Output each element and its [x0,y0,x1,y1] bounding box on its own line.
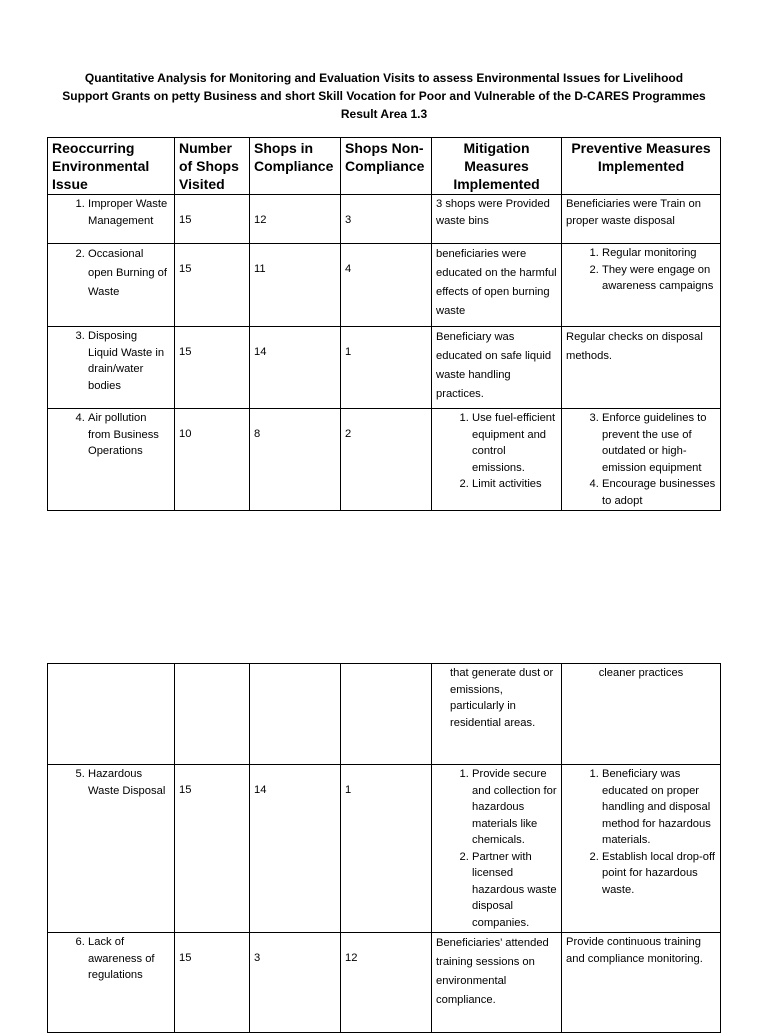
noncompliance-cell: 2 [341,409,432,511]
visited-cell: 15 [175,244,250,327]
noncompliance-cell: 1 [341,765,432,933]
header-mitigation: Mitigation Measures Implemented [432,138,562,195]
compliance-cell: 8 [250,409,341,511]
mitigation-cell: beneficiaries were educated on the harmful effects of open burning waste [432,244,562,327]
issue-cell: 3. Disposing Liquid Waste in drain/water bodies [88,328,170,394]
noncompliance-cell: 12 [341,933,432,1033]
title-line-3: Result Area 1.3 [340,107,428,121]
preventive-item: 3. Enforce guidelines to prevent the use of outdated or high-emission equipment [602,410,716,476]
compliance-cell: 14 [250,327,341,409]
table-row [48,765,721,933]
preventive-cell [562,409,721,511]
mitigation-item: 2. Partner with licensed hazardous waste disposal companies. [472,849,557,932]
table-header-row [48,138,721,195]
title-line-1: Quantitative Analysis for Monitoring and Evaluation Visits to assess Environmental Issues for Livelihood [84,71,684,85]
mitigation-cell: Beneficiary was educated on safe liquid waste handling practices. [432,327,562,409]
mitigation-cell: that generate dust or emissions, particularly in residential areas. [432,664,562,765]
mitigation-cell: 3 shops were Provided waste bins [432,195,562,244]
preventive-cell: Beneficiaries were Train on proper waste disposal [562,195,721,244]
visited-cell: 15 [175,765,250,933]
mitigation-cell [432,765,562,933]
issue-cell: 1. Improper Waste Management [88,196,170,229]
noncompliance-cell: 3 [341,195,432,244]
header-visited: Number of Shops Visited [175,138,250,195]
header-preventive: Preventive Measures Implemented [562,138,721,195]
mitigation-cell [432,409,562,511]
environmental-issues-table [47,137,721,511]
compliance-cell: 11 [250,244,341,327]
visited-cell [175,664,250,765]
header-compliance: Shops in Compliance [250,138,341,195]
header-issue: Reoccurring Environmental Issue [48,138,175,195]
issue-cell: 5. Hazardous Waste Disposal [88,766,170,799]
preventive-cell: Provide continuous training and compliance monitoring. [562,933,721,1033]
preventive-item: 2. They were engage on awareness campaigns [602,262,716,295]
mitigation-item: 1. Provide secure and collection for hazardous materials like chemicals. [472,766,557,849]
issue-cell: 4. Air pollution from Business Operations [88,410,170,460]
table-row [48,244,721,327]
issue-cell [48,664,175,765]
table-row [48,664,721,765]
table-row [48,327,721,409]
visited-cell: 10 [175,409,250,511]
table-row [48,933,721,1033]
noncompliance-cell: 1 [341,327,432,409]
preventive-item: 1. Regular monitoring [602,245,716,262]
mitigation-cell: Beneficiaries’ attended training sessions on environmental compliance. [432,933,562,1033]
visited-cell: 15 [175,195,250,244]
preventive-cell [562,244,721,327]
table-row [48,409,721,511]
noncompliance-cell: 4 [341,244,432,327]
compliance-cell: 14 [250,765,341,933]
preventive-item: 2. Establish local drop-off point for hazardous waste. [602,849,716,899]
preventive-cell: cleaner practices [562,664,721,765]
mitigation-item: 2. Limit activities [472,476,557,493]
visited-cell: 15 [175,933,250,1033]
environmental-issues-table-continued [47,663,721,1033]
issue-cell: 2. Occasional open Burning of Waste [88,245,170,302]
compliance-cell: 12 [250,195,341,244]
issue-cell: 6. Lack of awareness of regulations [88,934,170,984]
noncompliance-cell [341,664,432,765]
mitigation-item: 1. Use fuel-efficient equipment and control emissions. [472,410,557,476]
preventive-cell: Regular checks on disposal methods. [562,327,721,409]
visited-cell: 15 [175,327,250,409]
title-line-2: Support Grants on petty Business and short Skill Vocation for Poor and Vulnerable of the D-CARES Programmes [62,89,706,103]
header-noncompliance: Shops Non-Compliance [341,138,432,195]
preventive-item: 1. Beneficiary was educated on proper handling and disposal method for hazardous materials. [602,766,716,849]
preventive-cell [562,765,721,933]
compliance-cell: 3 [250,933,341,1033]
document-title [40,69,728,123]
table-row [48,195,721,244]
preventive-item: 4. Encourage businesses to adopt [602,476,716,509]
compliance-cell [250,664,341,765]
